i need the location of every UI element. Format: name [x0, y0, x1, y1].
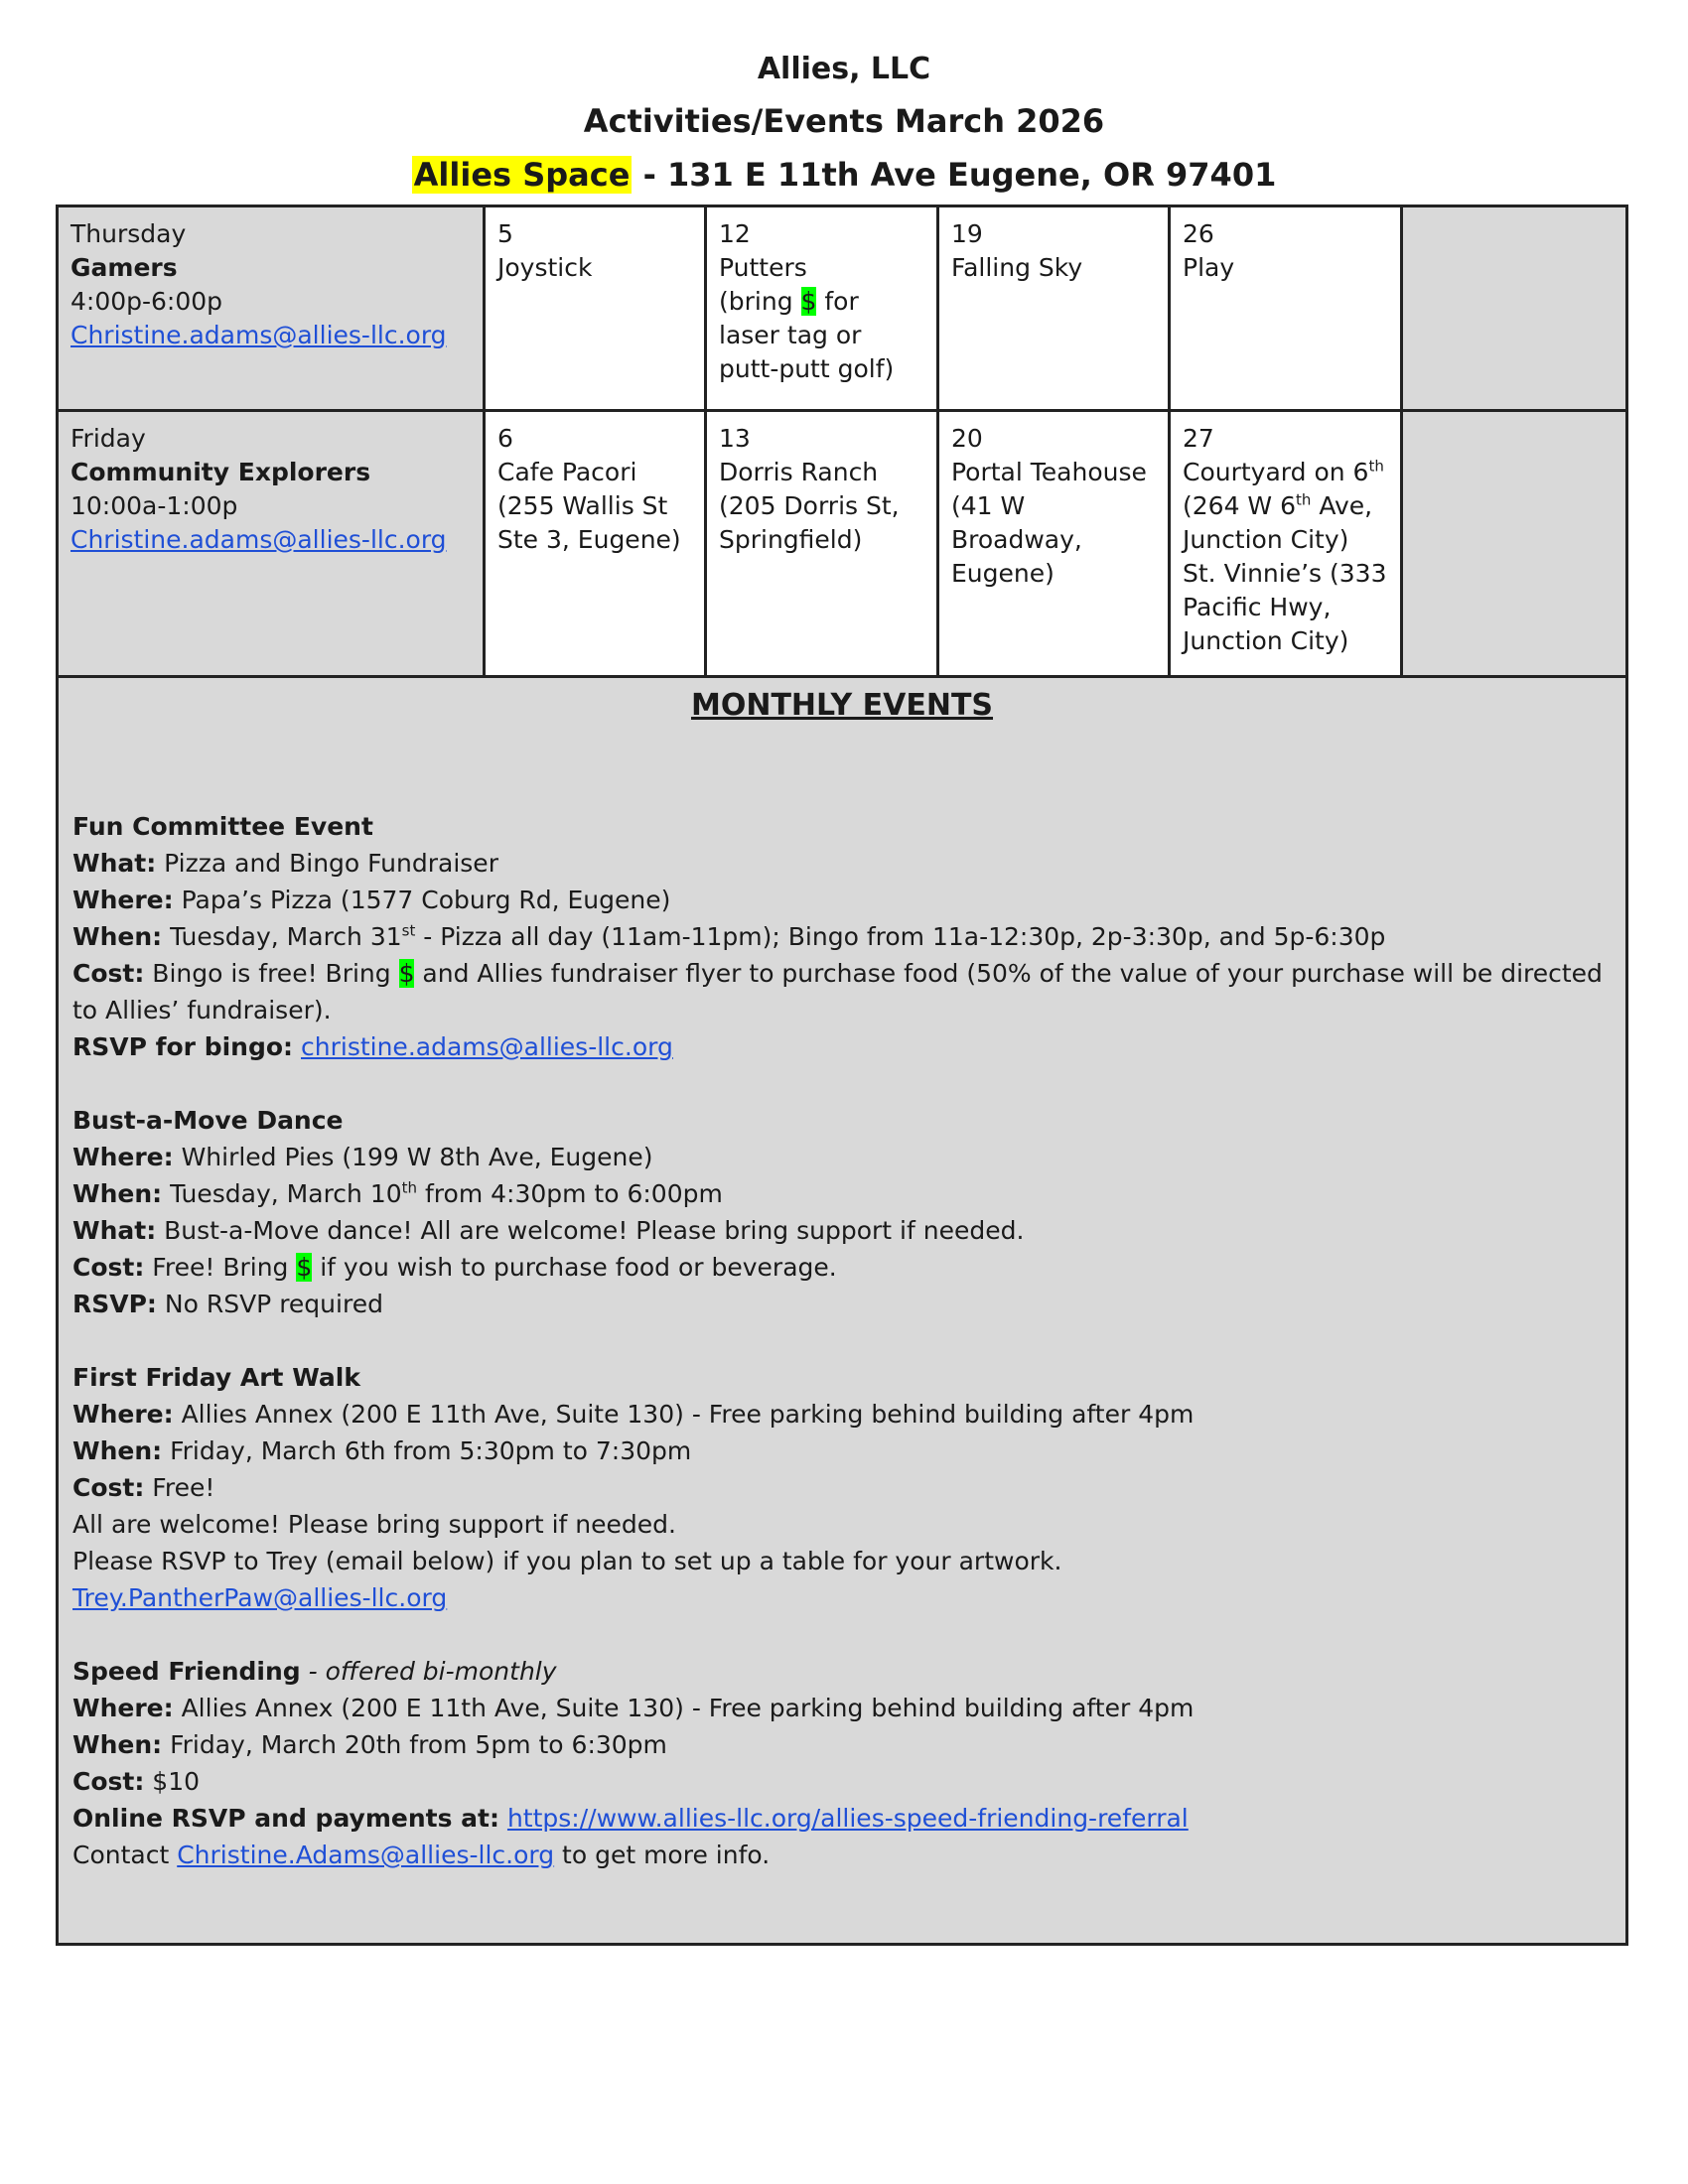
- ordinal-suffix: th: [1296, 490, 1312, 509]
- field-value: Allies Annex (200 E 11th Ave, Suite 130) - Free parking behind building after 4pm: [173, 1400, 1195, 1429]
- dollar-highlight: $: [296, 1253, 313, 1282]
- field-value: Free! Bring: [144, 1253, 297, 1282]
- event-address: (255 Wallis St Ste 3, Eugene): [497, 491, 681, 554]
- event-name: [1183, 456, 1388, 489]
- event-address: [1183, 491, 1372, 554]
- addr-text: (264 W 6: [1183, 491, 1296, 520]
- monthly-events-section: [59, 678, 1625, 1873]
- event-title: First Friday Art Walk: [72, 1363, 360, 1392]
- name-text: Courtyard on 6: [1183, 458, 1369, 486]
- event-where: [72, 1690, 1612, 1726]
- event-cost: [72, 1469, 1612, 1506]
- page-title: Activities/Events March 2026: [583, 102, 1105, 140]
- event-cost: [72, 1763, 1612, 1800]
- day-label: Friday: [70, 424, 146, 453]
- field-label: When:: [72, 1436, 163, 1465]
- event-address: (205 Dorris St, Springfield): [719, 491, 900, 554]
- event-online-rsvp: [72, 1800, 1612, 1837]
- calendar-table: [56, 205, 1628, 1946]
- field-label: Where:: [72, 1143, 174, 1171]
- event-name-2: St. Vinnie’s (333 Pacific Hwy, Junction City): [1183, 559, 1387, 655]
- field-label: Where:: [72, 1400, 174, 1429]
- field-value: Tuesday, March 31: [162, 922, 402, 951]
- date-cell: [1171, 412, 1403, 675]
- field-value: if you wish to purchase food or beverage.: [312, 1253, 837, 1282]
- dollar-highlight: $: [800, 287, 817, 316]
- contact-text: Contact: [72, 1841, 178, 1869]
- date-number: 5: [497, 219, 513, 248]
- event-art-walk: [72, 1359, 1612, 1616]
- date-number: 20: [951, 424, 983, 453]
- email-link[interactable]: Christine.adams@allies-llc.org: [70, 321, 447, 349]
- event-where: [72, 1396, 1612, 1433]
- event-name: Falling Sky: [951, 253, 1083, 282]
- title-text: Speed Friending: [72, 1657, 301, 1686]
- org-title: Allies, LLC: [757, 52, 931, 86]
- field-label: RSVP for bingo:: [72, 1032, 294, 1061]
- field-value: - Pizza all day (11am-11pm); Bingo from 11a-12:30p, 2p-3:30p, and 5p-6:30p: [415, 922, 1386, 951]
- empty-cell: [1403, 207, 1625, 409]
- note-text: (bring: [719, 287, 801, 316]
- field-label: Cost:: [72, 1253, 145, 1282]
- friday-row: [59, 412, 1625, 678]
- contact-email-link[interactable]: Trey.PantherPaw@allies-llc.org: [72, 1583, 448, 1612]
- monthly-events-title: MONTHLY EVENTS: [690, 688, 994, 723]
- event-name: Dorris Ranch: [719, 458, 879, 486]
- field-label: When:: [72, 922, 163, 951]
- field-value: $10: [144, 1767, 201, 1796]
- location-name: Allies Space: [413, 156, 631, 194]
- event-when: [72, 1433, 1612, 1469]
- addr-text: Ave, Junction City): [1183, 491, 1373, 554]
- rsvp-email-link[interactable]: christine.adams@allies-llc.org: [301, 1032, 673, 1061]
- thursday-row: [59, 207, 1625, 412]
- field-label: When:: [72, 1179, 163, 1208]
- field-value: Whirled Pies (199 W 8th Ave, Eugene): [173, 1143, 653, 1171]
- empty-cell: [1403, 412, 1625, 675]
- date-cell: [707, 412, 939, 675]
- field-label: Online RSVP and payments at:: [72, 1804, 499, 1833]
- ordinal-suffix: st: [401, 921, 416, 940]
- event-title: Fun Committee Event: [72, 812, 373, 841]
- event-fun-committee: [72, 808, 1612, 1065]
- event-name: Portal Teahouse: [951, 458, 1147, 486]
- date-cell: [1171, 207, 1403, 409]
- event-contact: [72, 1837, 1612, 1873]
- field-value: Tuesday, March 10: [162, 1179, 402, 1208]
- field-value: from 4:30pm to 6:00pm: [417, 1179, 723, 1208]
- date-cell: [707, 207, 939, 409]
- contact-email-link[interactable]: Christine.Adams@allies-llc.org: [177, 1841, 555, 1869]
- field-value: Bingo is free! Bring: [144, 959, 399, 988]
- event-what: [72, 1212, 1612, 1249]
- ordinal-suffix: th: [401, 1178, 418, 1197]
- date-number: 27: [1183, 424, 1214, 453]
- field-value: Pizza and Bingo Fundraiser: [156, 849, 498, 878]
- referral-url-link[interactable]: https://www.allies-llc.org/allies-speed-friending-referral: [506, 1804, 1189, 1833]
- event-title: Bust-a-Move Dance: [72, 1106, 344, 1135]
- field-label: When:: [72, 1730, 163, 1759]
- field-label: RSVP:: [72, 1290, 157, 1318]
- field-label: Where:: [72, 886, 174, 914]
- subtitle-text: - offered bi-monthly: [300, 1657, 557, 1686]
- date-number: 26: [1183, 219, 1214, 248]
- event-cost: [72, 955, 1612, 1028]
- time-range: 10:00a-1:00p: [70, 491, 238, 520]
- group-name: Gamers: [70, 253, 178, 282]
- event-note: Please RSVP to Trey (email below) if you plan to set up a table for your artwork.: [72, 1547, 1062, 1575]
- event-note: All are welcome! Please bring support if needed.: [72, 1510, 676, 1539]
- field-label: Cost:: [72, 1767, 145, 1796]
- field-label: Cost:: [72, 1473, 145, 1502]
- event-title: [72, 1653, 1612, 1690]
- contact-text: to get more info.: [554, 1841, 771, 1869]
- thursday-info-cell: [59, 207, 486, 409]
- date-number: 6: [497, 424, 513, 453]
- event-where: [72, 882, 1612, 918]
- event-cost: [72, 1249, 1612, 1286]
- event-dance: [72, 1102, 1612, 1322]
- field-value: and Allies fundraiser flyer to purchase food (50% of the value of your purchase will be directed to Allies’ fundraiser).: [72, 959, 1603, 1024]
- date-cell: [486, 412, 707, 675]
- field-value: No RSVP required: [156, 1290, 383, 1318]
- field-value: Papa’s Pizza (1577 Coburg Rd, Eugene): [173, 886, 671, 914]
- date-number: 13: [719, 424, 751, 453]
- event-rsvp: [72, 1286, 1612, 1322]
- field-value: Friday, March 6th from 5:30pm to 7:30pm: [162, 1436, 692, 1465]
- date-cell: [486, 207, 707, 409]
- field-value: Bust-a-Move dance! All are welcome! Please bring support if needed.: [156, 1216, 1025, 1245]
- date-number: 19: [951, 219, 983, 248]
- group-name: Community Explorers: [70, 458, 371, 486]
- time-range: 4:00p-6:00p: [70, 287, 223, 316]
- event-name: Putters: [719, 253, 807, 282]
- event-when: [72, 1175, 1612, 1212]
- ordinal-suffix: th: [1368, 457, 1384, 476]
- event-name: Cafe Pacori: [497, 458, 637, 486]
- event-what: [72, 845, 1612, 882]
- event-where: [72, 1139, 1612, 1175]
- date-cell: [939, 207, 1171, 409]
- friday-info-cell: [59, 412, 486, 675]
- event-name: Play: [1183, 253, 1235, 282]
- field-label: What:: [72, 1216, 157, 1245]
- field-label: Cost:: [72, 959, 145, 988]
- date-number: 12: [719, 219, 751, 248]
- event-when: [72, 918, 1612, 955]
- event-name: Joystick: [497, 253, 593, 282]
- field-value: Allies Annex (200 E 11th Ave, Suite 130) - Free parking behind building after 4pm: [173, 1694, 1195, 1722]
- event-speed-friending: [72, 1653, 1612, 1873]
- location-address: - 131 E 11th Ave Eugene, OR 97401: [632, 156, 1277, 194]
- event-rsvp: [72, 1028, 1612, 1065]
- field-label: What:: [72, 849, 157, 878]
- date-cell: [939, 412, 1171, 675]
- day-label: Thursday: [70, 219, 187, 248]
- note-text: for laser tag or putt-putt golf): [719, 287, 895, 383]
- location-line: [0, 156, 1688, 194]
- dollar-highlight: $: [398, 959, 415, 988]
- field-label: Where:: [72, 1694, 174, 1722]
- email-link[interactable]: Christine.adams@allies-llc.org: [70, 525, 447, 554]
- field-value: Friday, March 20th from 5pm to 6:30pm: [162, 1730, 667, 1759]
- event-when: [72, 1726, 1612, 1763]
- event-note: [719, 287, 894, 383]
- event-address: (41 W Broadway, Eugene): [951, 491, 1082, 588]
- field-value: Free!: [144, 1473, 215, 1502]
